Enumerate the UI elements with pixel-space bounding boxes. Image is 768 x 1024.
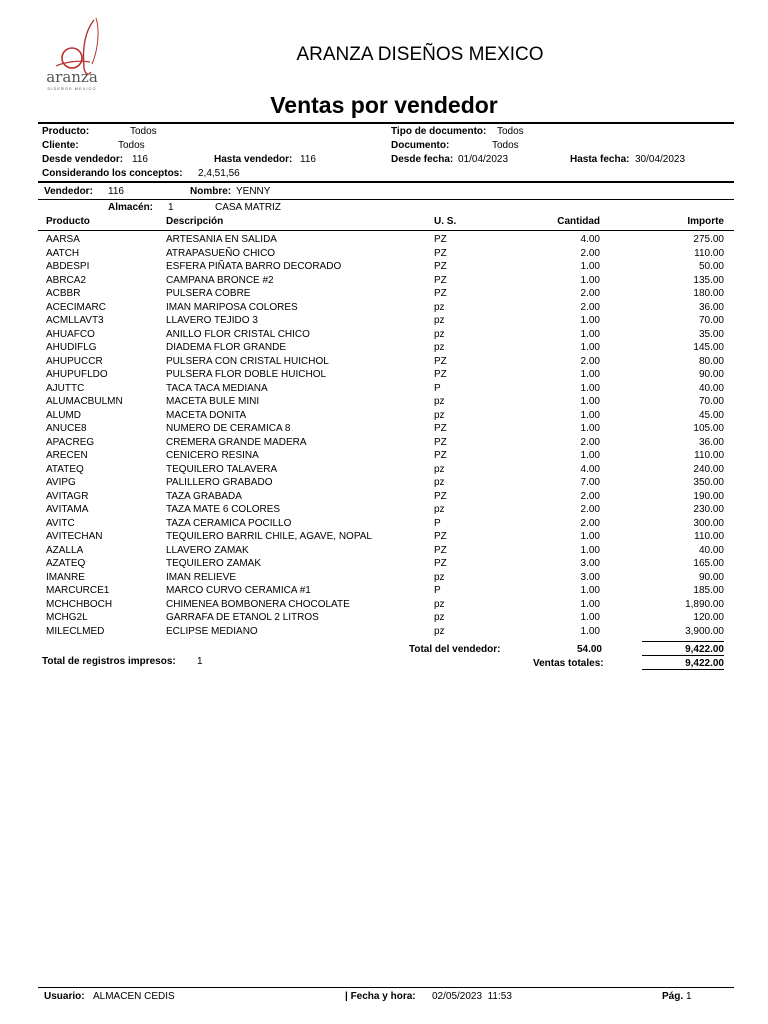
table-row [38,382,734,396]
table-row [38,328,734,342]
amount: 90.00 [698,369,724,380]
table-row [38,409,734,423]
divider-filters [38,181,734,183]
product-description: ANILLO FLOR CRISTAL CHICO [166,328,310,340]
amount: 240.00 [693,463,724,475]
amount: 50.00 [698,261,724,272]
product-code: AZALLA [46,544,84,556]
table-row [38,571,734,585]
col-descripcion: Descripción [166,216,224,227]
vendedor-label: Vendedor: [44,186,93,197]
cliente-label: Cliente: [42,140,79,151]
hasta-vendedor-value: 116 [300,154,316,165]
unit-of-sale: pz [434,504,445,515]
divider-footer [38,987,734,988]
product-code: ACMLLAVT3 [46,315,104,326]
unit-of-sale: PZ [434,355,447,367]
total-rule-3 [642,669,724,670]
usuario-label: Usuario: [44,991,85,1002]
pagina-value: 1 [686,991,692,1002]
table-row [38,557,734,571]
amount: 180.00 [693,288,724,299]
documento-value: Todos [492,140,519,151]
product-code: MILECLMED [46,625,105,637]
desde-vendedor-value: 116 [132,154,148,165]
quantity: 1.00 [580,369,600,380]
product-code: AZATEQ [46,558,86,569]
product-description: CENICERO RESINA [166,450,259,461]
table-row [38,463,734,477]
product-description: TEQUILERO TALAVERA [166,463,278,475]
table-row [38,625,734,639]
unit-of-sale: pz [434,571,445,583]
total-rule-2 [642,655,724,656]
product-description: CREMERA GRANDE MADERA [166,436,307,448]
product-description: LLAVERO ZAMAK [166,544,249,556]
unit-of-sale: PZ [434,423,447,434]
product-code: AVITC [46,517,75,529]
table-row [38,611,734,625]
product-code: APACREG [46,436,95,448]
product-code: MCHCHBOCH [46,598,113,610]
product-description: TAZA MATE 6 COLORES [166,504,281,515]
amount: 275.00 [693,234,724,245]
amount: 110.00 [694,247,724,259]
amount: 350.00 [693,477,724,488]
quantity: 1.00 [580,625,600,637]
product-code: AVITECHAN [46,531,103,542]
product-description: TAZA GRABADA [166,490,242,502]
hasta-vendedor-label: Hasta vendedor: [214,154,293,165]
quantity: 1.00 [580,396,600,407]
product-code: ALUMACBULMN [46,396,123,407]
table-row [38,476,734,490]
col-producto: Producto [46,216,90,227]
quantity: 1.00 [580,328,600,340]
table-row [38,517,734,531]
quantity: 2.00 [580,504,600,515]
fecha-hora-label: | Fecha y hora: [345,991,416,1002]
hasta-fecha-value: 30/04/2023 [635,154,686,165]
table-row [38,274,734,288]
product-description: CHIMENEA BOMBONERA CHOCOLATE [166,598,350,610]
quantity: 2.00 [580,355,600,367]
col-importe: Importe [687,216,724,227]
unit-of-sale: pz [434,315,445,326]
amount: 70.00 [698,315,724,326]
product-description: IMAN MARIPOSA COLORES [166,301,298,313]
conceptos-label: Considerando los conceptos: [42,168,183,179]
product-description: PULSERA FLOR DOBLE HUICHOL [166,369,327,380]
product-description: PULSERA CON CRISTAL HUICHOL [166,355,329,367]
table-row [38,260,734,274]
producto-label: Producto: [42,126,90,137]
almacen-label: Almacén: [108,202,154,213]
product-code: AVITAGR [46,490,89,502]
quantity: 1.00 [580,315,600,326]
ventas-totales-label: Ventas totales: [533,658,604,669]
unit-of-sale: PZ [434,490,447,502]
report-title: Ventas por vendedor [270,92,498,118]
product-code: AHUDIFLG [46,342,97,353]
quantity: 1.00 [580,423,600,434]
product-code: AVIPG [46,477,76,488]
product-code: AHUPUFLDO [46,369,108,380]
quantity: 1.00 [580,409,600,421]
product-description: TEQUILERO ZAMAK [166,558,262,569]
product-description: MARCO CURVO CERAMICA #1 [166,585,311,596]
unit-of-sale: PZ [434,369,447,380]
total-vendedor-qty: 54.00 [576,644,602,655]
product-code: ANUCE8 [46,423,87,434]
product-code: ATATEQ [46,463,84,475]
quantity: 3.00 [580,571,600,583]
product-code: ABRCA2 [46,274,87,286]
quantity: 7.00 [580,477,600,488]
producto-value: Todos [130,126,157,137]
quantity: 1.00 [580,531,600,542]
product-code: ACBBR [46,288,81,299]
amount: 1,890.00 [685,598,724,610]
amount: 70.00 [698,396,724,407]
amount: 300.00 [693,517,724,529]
registros-value: 1 [197,656,203,667]
amount: 40.00 [698,382,724,394]
unit-of-sale: P [434,382,441,394]
product-description: ATRAPASUEÑO CHICO [166,247,276,259]
nombre-label: Nombre: [190,186,232,197]
ventas-totales-amount: 9,422.00 [685,658,724,669]
quantity: 2.00 [580,247,600,259]
unit-of-sale: P [434,517,441,529]
product-code: ARECEN [46,450,88,461]
total-rule [642,641,724,642]
amount: 36.00 [698,301,724,313]
product-code: ACECIMARC [46,301,107,313]
quantity: 1.00 [580,544,600,556]
product-code: IMANRE [46,571,85,583]
vendedor-value: 116 [108,186,124,197]
desde-fecha-label: Desde fecha: [391,154,454,165]
product-code: ABDESPI [46,261,90,272]
table-row [38,449,734,463]
quantity: 2.00 [580,490,600,502]
almacen-name: CASA MATRIZ [215,202,281,213]
product-description: TACA TACA MEDIANA [166,382,268,394]
product-description: ARTESANIA EN SALIDA [166,234,277,245]
quantity: 1.00 [580,274,600,286]
unit-of-sale: PZ [434,234,447,245]
col-cantidad: Cantidad [557,216,600,227]
unit-of-sale: PZ [434,558,447,569]
table-row [38,368,734,382]
table-row [38,355,734,369]
product-description: CAMPANA BRONCE #2 [166,274,274,286]
table-row [38,598,734,612]
quantity: 1.00 [580,382,600,394]
product-code: ALUMD [46,409,82,421]
product-description: MACETA DONITA [166,409,247,421]
product-description: NUMERO DE CERAMICA 8 [166,423,291,434]
product-code: MCHG2L [46,612,88,623]
unit-of-sale: PZ [434,274,447,286]
product-description: MACETA BULE MINI [166,396,260,407]
product-description: ECLIPSE MEDIANO [166,625,258,637]
sales-table [38,233,734,638]
cliente-value: Todos [118,140,145,151]
divider-top [38,122,734,124]
amount: 190.00 [693,490,724,502]
quantity: 1.00 [580,612,600,623]
amount: 36.00 [698,436,724,448]
amount: 185.00 [693,585,724,596]
product-description: TAZA CERAMICA POCILLO [166,517,292,529]
quantity: 4.00 [580,234,600,245]
unit-of-sale: pz [434,396,445,407]
almacen-number: 1 [168,202,174,213]
quantity: 2.00 [580,301,600,313]
unit-of-sale: PZ [434,261,447,272]
unit-of-sale: PZ [434,450,447,461]
amount: 3,900.00 [685,625,724,637]
table-header [38,215,734,229]
usuario-value: ALMACEN CEDIS [93,991,175,1002]
unit-of-sale: pz [434,477,445,488]
desde-vendedor-label: Desde vendedor: [42,154,124,165]
quantity: 2.00 [580,517,600,529]
amount: 120.00 [693,612,724,623]
amount: 105.00 [693,423,724,434]
unit-of-sale: pz [434,301,445,313]
quantity: 4.00 [580,463,600,475]
table-row [38,503,734,517]
product-description: GARRAFA DE ETANOL 2 LITROS [166,612,319,623]
amount: 230.00 [693,504,724,515]
logo-subtext: DISEÑOS MEXICO [47,86,97,91]
table-row [38,314,734,328]
table-row [38,544,734,558]
unit-of-sale: pz [434,625,445,637]
unit-of-sale: PZ [434,531,447,542]
quantity: 1.00 [580,598,600,610]
fecha-hora-value: 02/05/2023 11:53 [432,991,512,1002]
amount: 90.00 [698,571,724,583]
product-code: AARSA [46,234,80,245]
quantity: 3.00 [580,558,600,569]
desde-fecha-value: 01/04/2023 [458,154,509,165]
table-row [38,341,734,355]
registros-label: Total de registros impresos: [42,656,176,667]
tipo-documento-label: Tipo de documento: [391,126,487,137]
divider-header [38,230,734,231]
unit-of-sale: PZ [434,544,447,556]
pagina-label: Pág. [662,991,684,1002]
product-code: AVITAMA [46,504,89,515]
unit-of-sale: PZ [434,288,447,299]
total-vendedor-label: Total del vendedor: [409,644,501,655]
unit-of-sale: pz [434,328,445,340]
table-row [38,247,734,261]
quantity: 1.00 [580,261,600,272]
col-us: U. S. [434,216,457,227]
table-row [38,287,734,301]
table-row [38,490,734,504]
amount: 45.00 [698,409,724,421]
logo-wordmark: aranza [46,68,98,86]
unit-of-sale: pz [434,598,445,610]
unit-of-sale: pz [434,463,445,475]
product-description: IMAN RELIEVE [166,571,237,583]
unit-of-sale: PZ [434,436,447,448]
table-row [38,422,734,436]
table-row [38,233,734,247]
nombre-value: YENNY [236,186,271,197]
table-row [38,395,734,409]
quantity: 1.00 [580,342,600,353]
company-name: ARANZA DISEÑOS MEXICO [296,44,544,65]
documento-label: Documento: [391,140,450,151]
unit-of-sale: pz [434,342,445,353]
table-row [38,301,734,315]
quantity: 2.00 [580,436,600,448]
product-code: MARCURCE1 [46,585,110,596]
amount: 110.00 [694,531,724,542]
conceptos-value: 2,4,51,56 [198,168,240,179]
tipo-documento-value: Todos [497,126,524,137]
unit-of-sale: pz [434,409,445,421]
amount: 145.00 [693,342,724,353]
product-description: TEQUILERO BARRIL CHILE, AGAVE, NOPAL [166,531,372,542]
product-description: ESFERA PIÑATA BARRO DECORADO [166,261,342,272]
table-row [38,530,734,544]
table-row [38,436,734,450]
divider-vendor [38,199,734,200]
quantity: 1.00 [580,450,600,461]
amount: 135.00 [693,274,724,286]
unit-of-sale: P [434,585,441,596]
product-description: DIADEMA FLOR GRANDE [166,342,287,353]
product-code: AHUAFCO [46,328,95,340]
quantity: 1.00 [580,585,600,596]
product-description: LLAVERO TEJIDO 3 [166,315,258,326]
amount: 165.00 [693,558,724,569]
product-description: PALILLERO GRABADO [166,477,273,488]
product-description: PULSERA COBRE [166,288,251,299]
total-vendedor-amount: 9,422.00 [685,644,724,655]
unit-of-sale: PZ [434,247,447,259]
amount: 35.00 [698,328,724,340]
amount: 40.00 [698,544,724,556]
hasta-fecha-label: Hasta fecha: [570,154,630,165]
amount: 110.00 [694,450,724,461]
product-code: AATCH [46,247,80,259]
product-code: AJUTTC [46,382,85,394]
unit-of-sale: pz [434,612,445,623]
quantity: 2.00 [580,288,600,299]
table-row [38,584,734,598]
product-code: AHUPUCCR [46,355,103,367]
amount: 80.00 [698,355,724,367]
